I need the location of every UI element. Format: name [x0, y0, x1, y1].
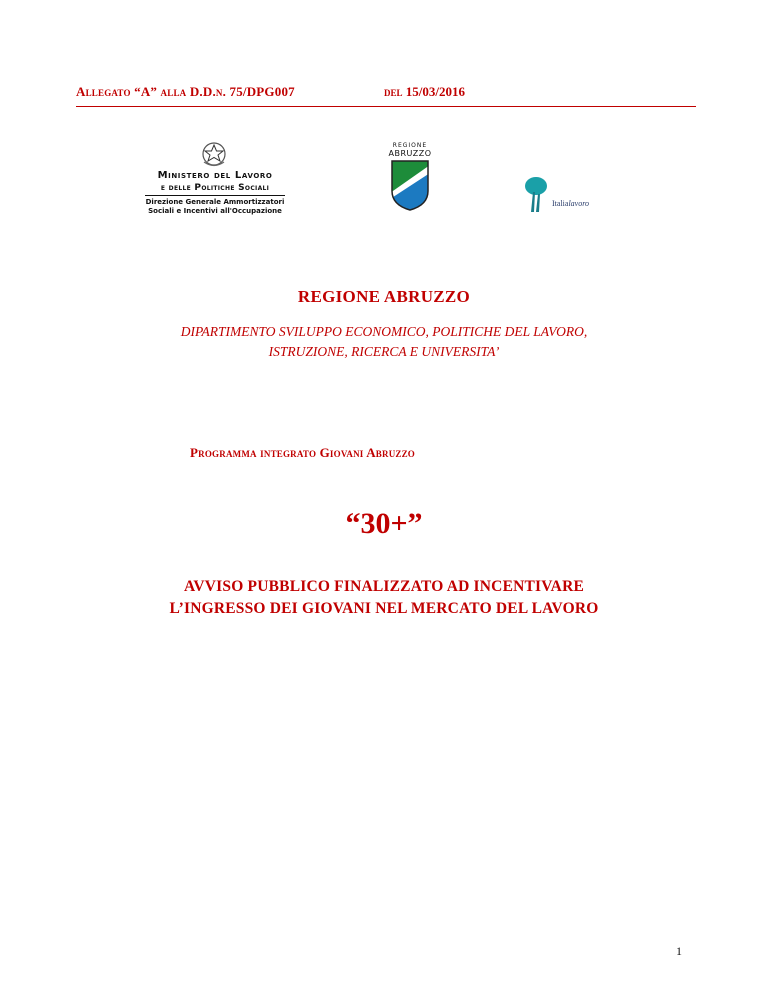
department-name	[0, 322, 768, 362]
annex-label: Allegato “A” alla D.D.n. 75/DPG007	[76, 84, 295, 99]
italia-lavoro-wordmark: Italialavoro	[552, 199, 590, 208]
notice-line-1: AVVISO PUBBLICO FINALIZZATO AD INCENTIVARE	[183, 578, 585, 595]
abruzzo-logo-label: ABRUZZO	[388, 149, 432, 158]
department-line-1: DIPARTIMENTO SVILUPPO ECONOMICO, POLITICHE DEL LAVORO,	[180, 324, 588, 339]
public-notice-title	[0, 576, 768, 620]
program-title: Programma integrato Giovani Abruzzo	[190, 445, 415, 460]
italia-lavoro-logo	[522, 176, 602, 216]
italian-emblem-icon	[200, 138, 228, 168]
ministry-logo	[140, 138, 290, 218]
notice-line-2: L’INGRESSO DEI GIOVANI NEL MERCATO DEL LAVORO	[169, 600, 599, 617]
regione-logo-label: REGIONE	[392, 142, 428, 149]
ministry-direction-line2: Sociali e Incentivi all'Occupazione	[148, 207, 282, 215]
page-header	[76, 84, 696, 107]
department-line-2: ISTRUZIONE, RICERCA E UNIVERSITA’	[268, 344, 500, 359]
ministry-direction-line1: Direzione Generale Ammortizzatori	[145, 198, 285, 206]
annex-date: del 15/03/2016	[384, 84, 465, 99]
page-number: 1	[676, 944, 682, 958]
ministry-name-line1: Ministero del Lavoro	[157, 170, 273, 181]
italia-lavoro-tree-icon	[522, 176, 554, 214]
ministry-name-line2: e delle Politiche Sociali	[160, 183, 270, 193]
region-title: REGIONE ABRUZZO	[297, 287, 471, 306]
abruzzo-shield-icon	[390, 159, 430, 211]
regione-abruzzo-logo	[386, 142, 434, 212]
ministry-divider	[145, 195, 285, 196]
program-code: “30+”	[345, 507, 423, 540]
